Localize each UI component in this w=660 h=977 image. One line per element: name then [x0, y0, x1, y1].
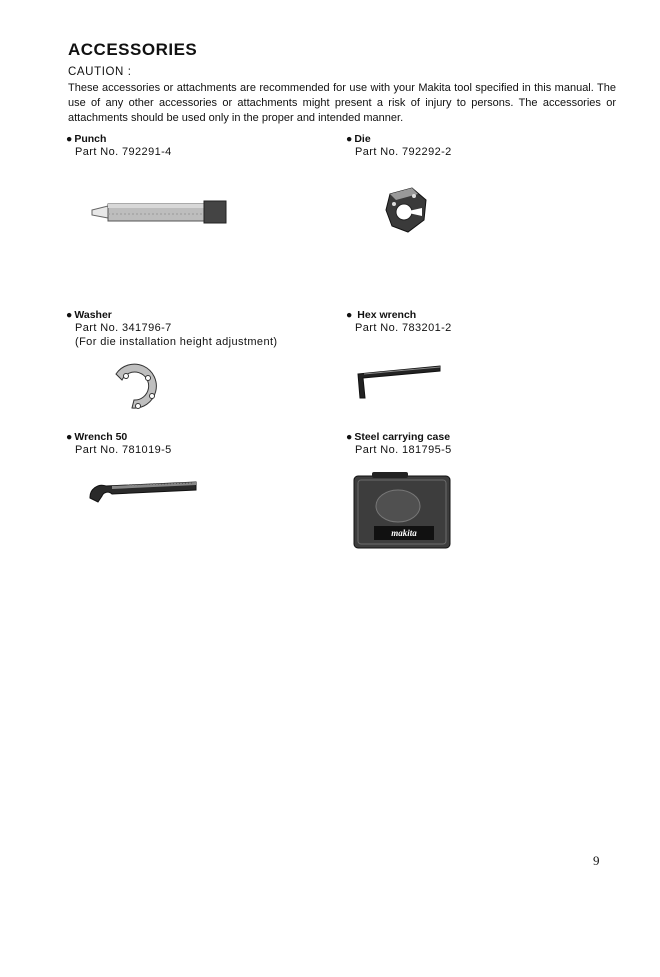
caution-text: These accessories or attachments are recommended for use with your Makita tool specified in this manual. The use of any other accessories or attachments might present a risk of injury to persons. The accessories or attachments should be used only in the proper and intended manner.	[68, 82, 616, 124]
punch-icon	[90, 198, 230, 228]
item-name: Washer	[74, 309, 112, 321]
part-number: Part No. 792291-4	[75, 146, 172, 158]
part-number: Part No. 783201-2	[355, 322, 452, 334]
item-name: Die	[354, 133, 371, 145]
wrench-icon	[88, 476, 200, 506]
item-name: Hex wrench	[357, 309, 417, 321]
accessory-wrench-50	[66, 431, 172, 457]
caution-label: CAUTION :	[68, 66, 132, 78]
bullet: ●	[346, 133, 353, 145]
accessory-steel-carrying-case	[346, 431, 452, 457]
accessory-die	[346, 133, 452, 159]
part-note: (For die installation height adjustment)	[75, 336, 278, 348]
bullet: ●	[66, 309, 73, 321]
washer-icon	[112, 366, 162, 412]
part-number: Part No. 781019-5	[75, 444, 172, 456]
bullet: ●	[66, 133, 73, 145]
carrying-case-icon	[352, 470, 454, 552]
accessory-punch	[66, 133, 172, 159]
hex-wrench-icon	[354, 362, 446, 402]
bullet: ●	[346, 309, 353, 321]
accessory-washer	[66, 309, 277, 349]
item-name: Wrench 50	[74, 431, 128, 443]
item-name: Steel carrying case	[354, 431, 451, 443]
bullet: ●	[66, 431, 73, 443]
part-number: Part No. 181795-5	[355, 444, 452, 456]
page-title: ACCESSORIES	[68, 40, 198, 59]
part-number: Part No. 792292-2	[355, 146, 452, 158]
bullet: ●	[346, 431, 353, 443]
die-icon	[382, 186, 430, 236]
accessory-hex-wrench	[346, 309, 452, 335]
page-number: 9	[593, 853, 600, 868]
item-name: Punch	[74, 133, 107, 145]
makita-logo: makita	[391, 528, 417, 538]
part-number: Part No. 341796-7	[75, 322, 172, 334]
